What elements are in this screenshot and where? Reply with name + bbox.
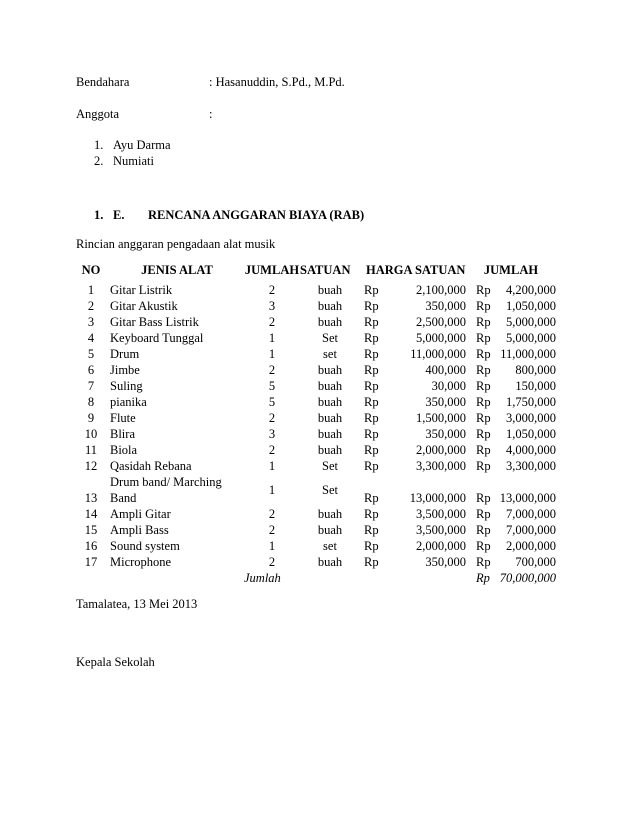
cell-total: 4,000,000: [506, 443, 556, 457]
cell-satuan: buah: [317, 315, 343, 329]
cell-no: 1: [87, 283, 95, 297]
cell-harga: 2,000,000: [416, 539, 466, 553]
cell-no: 5: [87, 347, 95, 361]
cell-rp: Rp: [476, 555, 491, 569]
anggota-label: Anggota: [76, 107, 120, 121]
table-row: [76, 346, 556, 362]
table-header-row: [76, 262, 556, 282]
cell-no: 16: [84, 539, 98, 553]
cell-total: 7,000,000: [506, 507, 556, 521]
cell-jenis-alat: Gitar Bass Listrik: [110, 315, 199, 329]
cell-rp: Rp: [476, 491, 491, 505]
cell-no: 2: [87, 299, 95, 313]
cell-jenis-alat: Qasidah Rebana: [110, 459, 192, 473]
cell-total: 4,200,000: [506, 283, 556, 297]
table-row: [76, 282, 556, 298]
cell-satuan: buah: [317, 363, 343, 377]
cell-jenis-alat: [106, 474, 244, 506]
cell-jumlah: 2: [268, 363, 276, 377]
cell-total: 5,000,000: [506, 315, 556, 329]
cell-jumlah: 2: [268, 523, 276, 537]
bendahara-value: : Hasanuddin, S.Pd., M.Pd.: [209, 75, 345, 89]
cell-satuan: buah: [317, 427, 343, 441]
cell-rp: Rp: [364, 523, 379, 537]
cell-rp: Rp: [476, 331, 491, 345]
cell-harga: 2,000,000: [416, 443, 466, 457]
table-row: [76, 394, 556, 410]
footer-jumlah-label: Jumlah: [244, 571, 281, 585]
cell-harga: 2,500,000: [416, 315, 466, 329]
cell-rp: Rp: [476, 299, 491, 313]
cell-satuan: Set: [322, 331, 338, 345]
table-row: [76, 554, 556, 570]
rab-table: [76, 262, 556, 586]
cell-jenis-alat: Jimbe: [110, 363, 140, 377]
table-row: [76, 522, 556, 538]
cell-rp: Rp: [364, 507, 379, 521]
cell-total: 5,000,000: [506, 331, 556, 345]
table-row: [76, 362, 556, 378]
cell-harga: 350,000: [425, 555, 466, 569]
section-number: 1.: [94, 208, 104, 222]
cell-rp: Rp: [364, 347, 379, 361]
footer-spacer: [106, 570, 244, 586]
cell-no: 10: [84, 427, 98, 441]
place-date: Tamalatea, 13 Mei 2013: [76, 597, 198, 611]
cell-total: 1,750,000: [506, 395, 556, 409]
cell-rp: Rp: [364, 379, 379, 393]
cell-no: 6: [87, 363, 95, 377]
header-jumlah-total: JUMLAH: [483, 263, 539, 277]
cell-total: 3,000,000: [506, 411, 556, 425]
anggota-list-name: Ayu Darma: [113, 138, 171, 152]
cell-jenis-alat: Drum: [110, 347, 140, 361]
cell-jumlah: 2: [268, 443, 276, 457]
section-intro: Rincian anggaran pengadaan alat musik: [76, 237, 276, 251]
cell-harga: 30,000: [431, 379, 466, 393]
footer-rp: Rp: [476, 571, 490, 585]
cell-rp: Rp: [364, 395, 379, 409]
table-row: [76, 506, 556, 522]
table-row: [76, 474, 556, 506]
cell-jumlah: 1: [268, 347, 276, 361]
section-letter: E.: [113, 208, 125, 222]
cell-jumlah: 2: [268, 555, 276, 569]
signer-title: Kepala Sekolah: [76, 655, 155, 669]
cell-rp: Rp: [364, 427, 379, 441]
cell-satuan: buah: [317, 507, 343, 521]
footer-spacer: [300, 570, 360, 586]
cell-total: 150,000: [515, 379, 556, 393]
cell-jenis-alat-line: Band: [110, 491, 137, 505]
cell-jumlah: 2: [268, 507, 276, 521]
cell-no: 13: [84, 491, 98, 505]
cell-rp: Rp: [476, 315, 491, 329]
cell-no: 15: [84, 523, 98, 537]
cell-no: 17: [84, 555, 98, 569]
table-row: [76, 426, 556, 442]
cell-harga: 1,500,000: [416, 411, 466, 425]
cell-total: 1,050,000: [506, 299, 556, 313]
cell-rp: Rp: [364, 443, 379, 457]
cell-rp: Rp: [476, 283, 491, 297]
cell-total: 2,000,000: [506, 539, 556, 553]
cell-jumlah: 2: [268, 315, 276, 329]
cell-harga: 13,000,000: [409, 491, 466, 505]
bendahara-label: Bendahara: [76, 75, 130, 89]
cell-no: 11: [84, 443, 98, 457]
cell-jumlah: 1: [268, 539, 276, 553]
cell-satuan: set: [323, 539, 337, 553]
cell-no: 12: [84, 459, 98, 473]
table-row: [76, 538, 556, 554]
cell-rp: Rp: [364, 491, 379, 505]
cell-jenis-alat: Ampli Bass: [110, 523, 169, 537]
cell-jumlah: 1: [268, 331, 276, 345]
cell-satuan: buah: [317, 299, 343, 313]
table-row: [76, 330, 556, 346]
cell-rp: Rp: [364, 331, 379, 345]
cell-no: 14: [84, 507, 98, 521]
cell-harga: 350,000: [425, 395, 466, 409]
anggota-list-num: 1.: [94, 138, 104, 152]
cell-harga: 350,000: [425, 427, 466, 441]
cell-jenis-alat: Gitar Akustik: [110, 299, 178, 313]
cell-jumlah: 5: [268, 379, 276, 393]
cell-rp: Rp: [364, 315, 379, 329]
cell-jumlah: 1: [268, 483, 276, 497]
cell-total: 7,000,000: [506, 523, 556, 537]
cell-rp: Rp: [364, 411, 379, 425]
cell-rp: Rp: [364, 283, 379, 297]
header-satuan: SATUAN: [300, 263, 351, 277]
anggota-colon: :: [209, 107, 213, 121]
table-row: [76, 378, 556, 394]
cell-satuan: Set: [322, 483, 338, 497]
table-row: [76, 458, 556, 474]
cell-satuan: buah: [317, 379, 343, 393]
cell-satuan: buah: [317, 411, 343, 425]
cell-jenis-alat-line: Drum band/ Marching: [110, 475, 222, 489]
cell-satuan: set: [323, 347, 337, 361]
cell-no: 3: [87, 315, 95, 329]
cell-jenis-alat: pianika: [110, 395, 147, 409]
cell-harga: 3,500,000: [416, 523, 466, 537]
header-jumlah: JUMLAH: [244, 263, 300, 277]
cell-satuan: buah: [317, 283, 343, 297]
cell-satuan: buah: [317, 443, 343, 457]
cell-rp: Rp: [364, 299, 379, 313]
footer-spacer: [76, 570, 106, 586]
cell-rp: Rp: [476, 363, 491, 377]
cell-rp: Rp: [476, 379, 491, 393]
cell-rp: Rp: [476, 347, 491, 361]
cell-jumlah: 3: [268, 299, 276, 313]
cell-jenis-alat: Microphone: [110, 555, 172, 569]
cell-rp: Rp: [476, 459, 491, 473]
cell-rp: Rp: [364, 539, 379, 553]
cell-rp: Rp: [476, 523, 491, 537]
cell-jumlah: 2: [268, 411, 276, 425]
cell-no: 9: [87, 411, 95, 425]
cell-jenis-alat: Ampli Gitar: [110, 507, 171, 521]
cell-satuan: buah: [317, 523, 343, 537]
cell-total: 700,000: [515, 555, 556, 569]
table-row: [76, 442, 556, 458]
cell-rp: Rp: [476, 539, 491, 553]
cell-jumlah: 5: [268, 395, 276, 409]
cell-rp: Rp: [364, 363, 379, 377]
cell-jenis-alat: Gitar Listrik: [110, 283, 173, 297]
footer-spacer: [386, 570, 466, 586]
cell-jenis-alat: Biola: [110, 443, 138, 457]
cell-rp: Rp: [476, 427, 491, 441]
cell-no: 7: [87, 379, 95, 393]
cell-jenis-alat: Flute: [110, 411, 136, 425]
cell-rp: Rp: [476, 443, 491, 457]
table-row: [76, 410, 556, 426]
cell-satuan: buah: [317, 395, 343, 409]
cell-no: 8: [87, 395, 95, 409]
cell-satuan: buah: [317, 555, 343, 569]
header-harga-satuan: HARGA SATUAN: [366, 263, 466, 277]
cell-jenis-alat: Suling: [110, 379, 143, 393]
cell-satuan: Set: [322, 459, 338, 473]
cell-harga: 3,500,000: [416, 507, 466, 521]
cell-rp: Rp: [476, 507, 491, 521]
cell-harga: 5,000,000: [416, 331, 466, 345]
table-row: [76, 298, 556, 314]
cell-jenis-alat: Sound system: [110, 539, 180, 553]
cell-harga: 350,000: [425, 299, 466, 313]
anggota-list-name: Numiati: [113, 154, 154, 168]
cell-total: 1,050,000: [506, 427, 556, 441]
cell-rp: Rp: [364, 459, 379, 473]
cell-jenis-alat: Keyboard Tunggal: [110, 331, 204, 345]
anggota-list-num: 2.: [94, 154, 104, 168]
table-footer-row: [76, 570, 556, 586]
footer-spacer: [360, 570, 386, 586]
cell-rp: Rp: [476, 411, 491, 425]
cell-total: 800,000: [515, 363, 556, 377]
cell-rp: Rp: [476, 395, 491, 409]
cell-no: 4: [87, 331, 95, 345]
cell-total: 3,300,000: [506, 459, 556, 473]
header-jenis-alat: JENIS ALAT: [141, 263, 213, 277]
header-no: NO: [81, 263, 101, 277]
footer-total: 70,000,000: [499, 571, 556, 585]
cell-jumlah: 1: [268, 459, 276, 473]
cell-jumlah: 2: [268, 283, 276, 297]
cell-rp: Rp: [364, 555, 379, 569]
cell-total: 11,000,000: [500, 347, 556, 361]
cell-jenis-alat: Blira: [110, 427, 135, 441]
cell-harga: 3,300,000: [416, 459, 466, 473]
section-title: RENCANA ANGGARAN BIAYA (RAB): [148, 208, 365, 222]
cell-harga: 2,100,000: [416, 283, 466, 297]
table-row: [76, 314, 556, 330]
cell-total: 13,000,000: [499, 491, 556, 505]
cell-harga: 400,000: [425, 363, 466, 377]
cell-harga: 11,000,000: [410, 347, 466, 361]
cell-jumlah: 3: [268, 427, 276, 441]
